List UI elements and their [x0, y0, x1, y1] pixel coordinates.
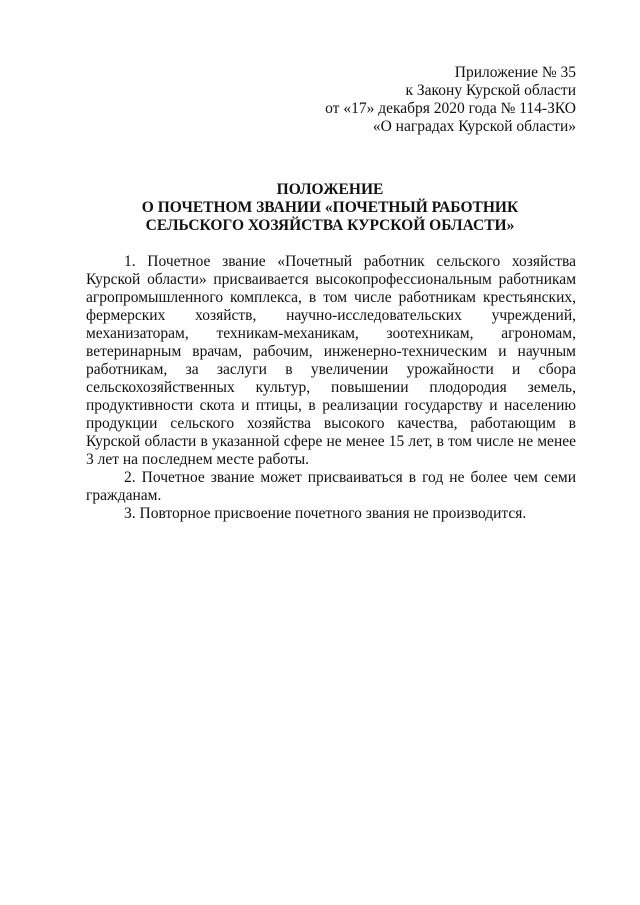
appendix-law-date: от «17» декабря 2020 года № 114-ЗКО	[325, 100, 576, 117]
title-line-2: О ПОЧЕТНОМ ЗВАНИИ «ПОЧЕТНЫЙ РАБОТНИК	[141, 199, 519, 216]
appendix-header	[276, 64, 576, 136]
title-line-1: ПОЛОЖЕНИЕ	[276, 181, 384, 198]
paragraph-3: 3. Повторное присвоение почетного звания не производится.	[124, 505, 527, 522]
appendix-law-reference: к Закону Курской области	[405, 82, 576, 99]
document-title	[82, 181, 578, 235]
paragraph-2: 2. Почетное звание может присваиваться в год не более чем семи гражданам.	[86, 469, 576, 504]
document-body	[86, 253, 576, 523]
appendix-law-title: «О наградах Курской области»	[372, 118, 576, 135]
paragraph-1: 1. Почетное звание «Почетный работник сельского хозяйства Курской области» присваивается высокопрофессиональным работникам агропромышленного комплекса, в том числе работникам крестьянских, фермерских хозяйств, научно-исследовательских учреждений, механизаторам, техникам-механикам, зоотехникам, агрономам, ветеринарным врачам, рабочим, инженерно-техническим и научным работникам, за заслуги в увеличении урожайности и сбора сельскохозяйственных культур, повышении плодородия земель, продуктивности скота и птицы, в реализации государству и населению продукции сельского хозяйства высокого качества, работающим в Курской области в указанной сфере не менее 15 лет, в том числе не менее 3 лет на последнем месте работы.	[86, 253, 576, 468]
appendix-number: Приложение № 35	[454, 64, 576, 81]
title-line-3: СЕЛЬСКОГО ХОЗЯЙСТВА КУРСКОЙ ОБЛАСТИ»	[145, 217, 515, 234]
